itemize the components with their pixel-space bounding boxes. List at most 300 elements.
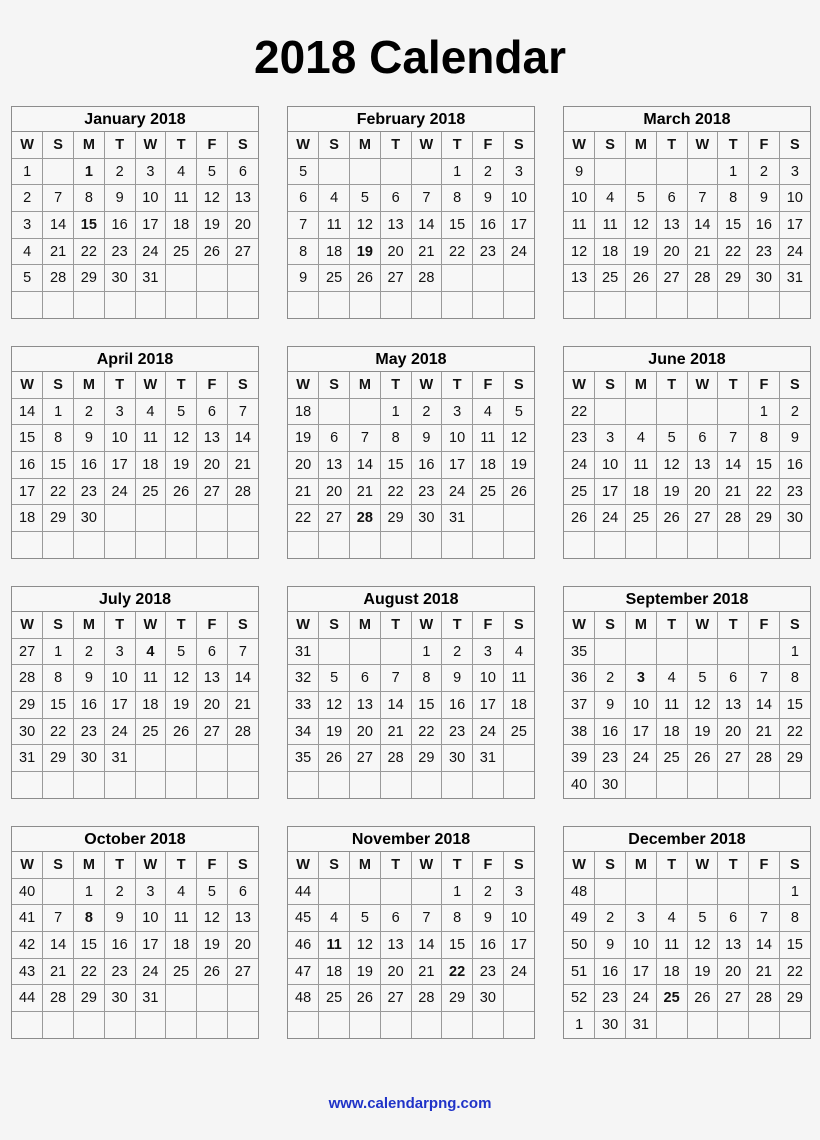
- day-cell[interactable]: 1: [779, 878, 810, 905]
- day-cell[interactable]: 15: [779, 692, 810, 719]
- day-cell[interactable]: 2: [473, 158, 504, 185]
- day-cell[interactable]: 3: [626, 665, 657, 692]
- day-cell[interactable]: 20: [319, 478, 350, 505]
- day-cell[interactable]: 15: [718, 212, 749, 239]
- day-cell[interactable]: 7: [227, 638, 258, 665]
- day-cell[interactable]: 15: [442, 932, 473, 959]
- day-cell[interactable]: 22: [43, 718, 74, 745]
- day-cell[interactable]: 28: [687, 265, 718, 292]
- day-cell[interactable]: 7: [227, 398, 258, 425]
- day-cell[interactable]: 16: [473, 212, 504, 239]
- day-cell[interactable]: 12: [687, 932, 718, 959]
- day-cell[interactable]: 10: [503, 905, 534, 932]
- day-cell[interactable]: 16: [104, 932, 135, 959]
- day-cell[interactable]: 7: [749, 665, 780, 692]
- day-cell[interactable]: 13: [197, 425, 228, 452]
- day-cell[interactable]: 31: [135, 985, 166, 1012]
- day-cell[interactable]: 7: [687, 185, 718, 212]
- day-cell[interactable]: 19: [687, 718, 718, 745]
- day-cell[interactable]: 20: [718, 718, 749, 745]
- day-cell[interactable]: 6: [380, 905, 411, 932]
- day-cell[interactable]: 12: [197, 185, 228, 212]
- day-cell[interactable]: 14: [227, 665, 258, 692]
- day-cell[interactable]: 29: [411, 745, 442, 772]
- day-cell[interactable]: 26: [687, 745, 718, 772]
- day-cell[interactable]: 22: [749, 478, 780, 505]
- day-cell[interactable]: 7: [749, 905, 780, 932]
- day-cell[interactable]: 30: [104, 985, 135, 1012]
- day-cell[interactable]: 18: [656, 958, 687, 985]
- day-cell[interactable]: 2: [473, 878, 504, 905]
- day-cell[interactable]: 29: [74, 265, 105, 292]
- day-cell[interactable]: 7: [350, 425, 381, 452]
- day-cell[interactable]: 1: [43, 398, 74, 425]
- day-cell[interactable]: 9: [442, 665, 473, 692]
- day-cell[interactable]: 17: [503, 212, 534, 239]
- day-cell[interactable]: 28: [411, 265, 442, 292]
- day-cell[interactable]: 6: [687, 425, 718, 452]
- day-cell[interactable]: 8: [779, 665, 810, 692]
- day-cell[interactable]: 14: [43, 212, 74, 239]
- day-cell[interactable]: 14: [718, 452, 749, 479]
- day-cell[interactable]: 27: [227, 238, 258, 265]
- day-cell[interactable]: 15: [779, 932, 810, 959]
- day-cell[interactable]: 22: [43, 478, 74, 505]
- day-cell[interactable]: 18: [135, 692, 166, 719]
- day-cell[interactable]: 26: [166, 718, 197, 745]
- day-cell[interactable]: 25: [319, 265, 350, 292]
- day-cell[interactable]: 19: [166, 452, 197, 479]
- day-cell[interactable]: 24: [595, 505, 626, 532]
- day-cell[interactable]: 13: [350, 692, 381, 719]
- day-cell[interactable]: 20: [227, 932, 258, 959]
- day-cell[interactable]: 13: [319, 452, 350, 479]
- day-cell[interactable]: 22: [442, 238, 473, 265]
- day-cell[interactable]: 15: [380, 452, 411, 479]
- day-cell[interactable]: 10: [779, 185, 810, 212]
- day-cell[interactable]: 1: [442, 158, 473, 185]
- day-cell[interactable]: 9: [104, 905, 135, 932]
- day-cell[interactable]: 16: [595, 718, 626, 745]
- day-cell[interactable]: 8: [43, 665, 74, 692]
- day-cell[interactable]: 29: [749, 505, 780, 532]
- day-cell[interactable]: 17: [104, 452, 135, 479]
- day-cell[interactable]: 9: [473, 185, 504, 212]
- day-cell[interactable]: 23: [104, 958, 135, 985]
- day-cell[interactable]: 25: [595, 265, 626, 292]
- day-cell[interactable]: 14: [687, 212, 718, 239]
- day-cell[interactable]: 3: [442, 398, 473, 425]
- day-cell[interactable]: 15: [411, 692, 442, 719]
- day-cell[interactable]: 30: [779, 505, 810, 532]
- day-cell[interactable]: 6: [718, 905, 749, 932]
- day-cell[interactable]: 26: [626, 265, 657, 292]
- day-cell[interactable]: 27: [380, 265, 411, 292]
- day-cell[interactable]: 26: [350, 265, 381, 292]
- day-cell[interactable]: 20: [380, 238, 411, 265]
- day-cell[interactable]: 9: [779, 425, 810, 452]
- day-cell[interactable]: 29: [779, 745, 810, 772]
- day-cell[interactable]: 5: [503, 398, 534, 425]
- day-cell[interactable]: 24: [626, 985, 657, 1012]
- day-cell[interactable]: 20: [350, 718, 381, 745]
- day-cell[interactable]: 22: [718, 238, 749, 265]
- day-cell[interactable]: 2: [595, 905, 626, 932]
- day-cell[interactable]: 4: [135, 398, 166, 425]
- day-cell[interactable]: 16: [749, 212, 780, 239]
- day-cell[interactable]: 30: [595, 1012, 626, 1038]
- day-cell[interactable]: 17: [626, 718, 657, 745]
- day-cell[interactable]: 5: [687, 665, 718, 692]
- day-cell[interactable]: 26: [319, 745, 350, 772]
- day-cell[interactable]: 31: [135, 265, 166, 292]
- day-cell[interactable]: 27: [197, 718, 228, 745]
- day-cell[interactable]: 16: [442, 692, 473, 719]
- day-cell[interactable]: 19: [197, 932, 228, 959]
- day-cell[interactable]: 29: [380, 505, 411, 532]
- day-cell[interactable]: 15: [43, 692, 74, 719]
- day-cell[interactable]: 3: [135, 158, 166, 185]
- day-cell[interactable]: 8: [442, 185, 473, 212]
- day-cell[interactable]: 10: [104, 425, 135, 452]
- day-cell[interactable]: 11: [135, 425, 166, 452]
- day-cell[interactable]: 11: [319, 932, 350, 959]
- day-cell[interactable]: 4: [473, 398, 504, 425]
- day-cell[interactable]: 27: [380, 985, 411, 1012]
- day-cell[interactable]: 15: [749, 452, 780, 479]
- day-cell[interactable]: 15: [442, 212, 473, 239]
- day-cell[interactable]: 30: [442, 745, 473, 772]
- day-cell[interactable]: 14: [350, 452, 381, 479]
- day-cell[interactable]: 17: [503, 932, 534, 959]
- day-cell[interactable]: 29: [718, 265, 749, 292]
- day-cell[interactable]: 5: [197, 878, 228, 905]
- day-cell[interactable]: 19: [626, 238, 657, 265]
- day-cell[interactable]: 7: [411, 905, 442, 932]
- day-cell[interactable]: 26: [197, 958, 228, 985]
- day-cell[interactable]: 10: [473, 665, 504, 692]
- day-cell[interactable]: 2: [74, 398, 105, 425]
- day-cell[interactable]: 1: [718, 158, 749, 185]
- day-cell[interactable]: 26: [503, 478, 534, 505]
- day-cell[interactable]: 11: [473, 425, 504, 452]
- day-cell[interactable]: 3: [595, 425, 626, 452]
- day-cell[interactable]: 6: [227, 878, 258, 905]
- day-cell[interactable]: 16: [595, 958, 626, 985]
- day-cell[interactable]: 15: [74, 932, 105, 959]
- day-cell[interactable]: 20: [197, 452, 228, 479]
- day-cell[interactable]: 30: [473, 985, 504, 1012]
- day-cell[interactable]: 22: [74, 238, 105, 265]
- day-cell[interactable]: 26: [166, 478, 197, 505]
- day-cell[interactable]: 28: [718, 505, 749, 532]
- day-cell[interactable]: 23: [473, 958, 504, 985]
- day-cell[interactable]: 9: [411, 425, 442, 452]
- day-cell[interactable]: 30: [104, 265, 135, 292]
- day-cell[interactable]: 25: [656, 985, 687, 1012]
- day-cell[interactable]: 14: [227, 425, 258, 452]
- day-cell[interactable]: 20: [656, 238, 687, 265]
- day-cell[interactable]: 28: [43, 265, 74, 292]
- day-cell[interactable]: 3: [135, 878, 166, 905]
- day-cell[interactable]: 24: [104, 718, 135, 745]
- day-cell[interactable]: 4: [656, 905, 687, 932]
- day-cell[interactable]: 18: [656, 718, 687, 745]
- day-cell[interactable]: 9: [595, 692, 626, 719]
- day-cell[interactable]: 8: [74, 905, 105, 932]
- day-cell[interactable]: 18: [319, 958, 350, 985]
- day-cell[interactable]: 1: [74, 878, 105, 905]
- day-cell[interactable]: 16: [473, 932, 504, 959]
- day-cell[interactable]: 10: [135, 185, 166, 212]
- day-cell[interactable]: 21: [718, 478, 749, 505]
- day-cell[interactable]: 14: [411, 932, 442, 959]
- day-cell[interactable]: 17: [135, 212, 166, 239]
- day-cell[interactable]: 26: [197, 238, 228, 265]
- day-cell[interactable]: 25: [135, 478, 166, 505]
- day-cell[interactable]: 23: [473, 238, 504, 265]
- day-cell[interactable]: 6: [718, 665, 749, 692]
- day-cell[interactable]: 18: [595, 238, 626, 265]
- day-cell[interactable]: 7: [411, 185, 442, 212]
- day-cell[interactable]: 15: [43, 452, 74, 479]
- day-cell[interactable]: 24: [135, 958, 166, 985]
- day-cell[interactable]: 25: [503, 718, 534, 745]
- day-cell[interactable]: 16: [74, 692, 105, 719]
- day-cell[interactable]: 3: [503, 158, 534, 185]
- day-cell[interactable]: 19: [319, 718, 350, 745]
- day-cell[interactable]: 10: [442, 425, 473, 452]
- day-cell[interactable]: 28: [43, 985, 74, 1012]
- day-cell[interactable]: 2: [442, 638, 473, 665]
- day-cell[interactable]: 24: [626, 745, 657, 772]
- day-cell[interactable]: 8: [779, 905, 810, 932]
- day-cell[interactable]: 11: [656, 932, 687, 959]
- day-cell[interactable]: 30: [74, 505, 105, 532]
- day-cell[interactable]: 22: [411, 718, 442, 745]
- day-cell[interactable]: 30: [411, 505, 442, 532]
- day-cell[interactable]: 6: [197, 398, 228, 425]
- day-cell[interactable]: 24: [135, 238, 166, 265]
- day-cell[interactable]: 26: [656, 505, 687, 532]
- day-cell[interactable]: 8: [380, 425, 411, 452]
- day-cell[interactable]: 13: [718, 692, 749, 719]
- day-cell[interactable]: 3: [473, 638, 504, 665]
- day-cell[interactable]: 17: [626, 958, 657, 985]
- day-cell[interactable]: 20: [718, 958, 749, 985]
- day-cell[interactable]: 11: [595, 212, 626, 239]
- day-cell[interactable]: 27: [718, 745, 749, 772]
- day-cell[interactable]: 1: [411, 638, 442, 665]
- day-cell[interactable]: 30: [749, 265, 780, 292]
- day-cell[interactable]: 19: [350, 958, 381, 985]
- day-cell[interactable]: 9: [749, 185, 780, 212]
- day-cell[interactable]: 8: [411, 665, 442, 692]
- day-cell[interactable]: 31: [442, 505, 473, 532]
- day-cell[interactable]: 9: [595, 932, 626, 959]
- day-cell[interactable]: 10: [626, 692, 657, 719]
- day-cell[interactable]: 25: [626, 505, 657, 532]
- day-cell[interactable]: 27: [687, 505, 718, 532]
- day-cell[interactable]: 25: [135, 718, 166, 745]
- day-cell[interactable]: 29: [43, 505, 74, 532]
- footer-link[interactable]: www.calendarpng.com: [328, 1095, 492, 1112]
- day-cell[interactable]: 10: [104, 665, 135, 692]
- day-cell[interactable]: 8: [442, 905, 473, 932]
- day-cell[interactable]: 5: [197, 158, 228, 185]
- day-cell[interactable]: 1: [43, 638, 74, 665]
- day-cell[interactable]: 11: [166, 185, 197, 212]
- day-cell[interactable]: 14: [380, 692, 411, 719]
- day-cell[interactable]: 1: [749, 398, 780, 425]
- day-cell[interactable]: 20: [227, 212, 258, 239]
- day-cell[interactable]: 7: [43, 185, 74, 212]
- day-cell[interactable]: 27: [319, 505, 350, 532]
- day-cell[interactable]: 5: [687, 905, 718, 932]
- day-cell[interactable]: 5: [350, 905, 381, 932]
- day-cell[interactable]: 4: [503, 638, 534, 665]
- day-cell[interactable]: 1: [74, 158, 105, 185]
- day-cell[interactable]: 25: [166, 958, 197, 985]
- day-cell[interactable]: 12: [166, 425, 197, 452]
- day-cell[interactable]: 20: [197, 692, 228, 719]
- day-cell[interactable]: 13: [227, 905, 258, 932]
- day-cell[interactable]: 3: [626, 905, 657, 932]
- day-cell[interactable]: 8: [74, 185, 105, 212]
- day-cell[interactable]: 29: [43, 745, 74, 772]
- day-cell[interactable]: 12: [656, 452, 687, 479]
- day-cell[interactable]: 5: [350, 185, 381, 212]
- day-cell[interactable]: 23: [442, 718, 473, 745]
- day-cell[interactable]: 10: [595, 452, 626, 479]
- day-cell[interactable]: 25: [319, 985, 350, 1012]
- day-cell[interactable]: 13: [197, 665, 228, 692]
- day-cell[interactable]: 8: [43, 425, 74, 452]
- day-cell[interactable]: 10: [503, 185, 534, 212]
- day-cell[interactable]: 11: [319, 212, 350, 239]
- day-cell[interactable]: 2: [595, 665, 626, 692]
- day-cell[interactable]: 17: [595, 478, 626, 505]
- day-cell[interactable]: 12: [687, 692, 718, 719]
- day-cell[interactable]: 12: [350, 932, 381, 959]
- day-cell[interactable]: 22: [380, 478, 411, 505]
- day-cell[interactable]: 28: [380, 745, 411, 772]
- day-cell[interactable]: 14: [749, 932, 780, 959]
- day-cell[interactable]: 4: [595, 185, 626, 212]
- day-cell[interactable]: 16: [411, 452, 442, 479]
- day-cell[interactable]: 11: [135, 665, 166, 692]
- day-cell[interactable]: 18: [473, 452, 504, 479]
- day-cell[interactable]: 23: [411, 478, 442, 505]
- day-cell[interactable]: 17: [779, 212, 810, 239]
- day-cell[interactable]: 18: [135, 452, 166, 479]
- day-cell[interactable]: 23: [74, 478, 105, 505]
- day-cell[interactable]: 1: [380, 398, 411, 425]
- day-cell[interactable]: 8: [718, 185, 749, 212]
- day-cell[interactable]: 11: [626, 452, 657, 479]
- day-cell[interactable]: 9: [74, 425, 105, 452]
- day-cell[interactable]: 5: [319, 665, 350, 692]
- day-cell[interactable]: 25: [656, 745, 687, 772]
- day-cell[interactable]: 24: [779, 238, 810, 265]
- day-cell[interactable]: 11: [503, 665, 534, 692]
- day-cell[interactable]: 21: [749, 718, 780, 745]
- day-cell[interactable]: 9: [473, 905, 504, 932]
- day-cell[interactable]: 21: [43, 958, 74, 985]
- day-cell[interactable]: 12: [319, 692, 350, 719]
- day-cell[interactable]: 23: [595, 985, 626, 1012]
- day-cell[interactable]: 24: [503, 958, 534, 985]
- day-cell[interactable]: 2: [749, 158, 780, 185]
- day-cell[interactable]: 13: [656, 212, 687, 239]
- day-cell[interactable]: 12: [166, 665, 197, 692]
- day-cell[interactable]: 21: [749, 958, 780, 985]
- day-cell[interactable]: 4: [166, 878, 197, 905]
- day-cell[interactable]: 24: [473, 718, 504, 745]
- day-cell[interactable]: 29: [74, 985, 105, 1012]
- day-cell[interactable]: 26: [350, 985, 381, 1012]
- day-cell[interactable]: 14: [411, 212, 442, 239]
- day-cell[interactable]: 30: [74, 745, 105, 772]
- day-cell[interactable]: 18: [626, 478, 657, 505]
- day-cell[interactable]: 20: [380, 958, 411, 985]
- day-cell[interactable]: 3: [503, 878, 534, 905]
- day-cell[interactable]: 27: [718, 985, 749, 1012]
- day-cell[interactable]: 27: [656, 265, 687, 292]
- day-cell[interactable]: 18: [166, 932, 197, 959]
- day-cell[interactable]: 24: [104, 478, 135, 505]
- day-cell[interactable]: 23: [595, 745, 626, 772]
- day-cell[interactable]: 13: [687, 452, 718, 479]
- day-cell[interactable]: 8: [749, 425, 780, 452]
- day-cell[interactable]: 13: [718, 932, 749, 959]
- day-cell[interactable]: 25: [473, 478, 504, 505]
- day-cell[interactable]: 14: [749, 692, 780, 719]
- day-cell[interactable]: 27: [197, 478, 228, 505]
- day-cell[interactable]: 6: [319, 425, 350, 452]
- day-cell[interactable]: 3: [104, 638, 135, 665]
- day-cell[interactable]: 18: [319, 238, 350, 265]
- day-cell[interactable]: 21: [687, 238, 718, 265]
- day-cell[interactable]: 4: [626, 425, 657, 452]
- day-cell[interactable]: 1: [442, 878, 473, 905]
- day-cell[interactable]: 11: [166, 905, 197, 932]
- day-cell[interactable]: 4: [166, 158, 197, 185]
- day-cell[interactable]: 18: [503, 692, 534, 719]
- day-cell[interactable]: 20: [687, 478, 718, 505]
- day-cell[interactable]: 2: [104, 158, 135, 185]
- day-cell[interactable]: 5: [656, 425, 687, 452]
- day-cell[interactable]: 21: [227, 452, 258, 479]
- day-cell[interactable]: 25: [166, 238, 197, 265]
- day-cell[interactable]: 5: [166, 638, 197, 665]
- day-cell[interactable]: 6: [380, 185, 411, 212]
- day-cell[interactable]: 19: [503, 452, 534, 479]
- day-cell[interactable]: 7: [380, 665, 411, 692]
- day-cell[interactable]: 1: [779, 638, 810, 665]
- day-cell[interactable]: 2: [411, 398, 442, 425]
- day-cell[interactable]: 2: [779, 398, 810, 425]
- day-cell[interactable]: 28: [350, 505, 381, 532]
- day-cell[interactable]: 15: [74, 212, 105, 239]
- day-cell[interactable]: 19: [656, 478, 687, 505]
- day-cell[interactable]: 19: [197, 212, 228, 239]
- day-cell[interactable]: 29: [779, 985, 810, 1012]
- day-cell[interactable]: 4: [319, 905, 350, 932]
- day-cell[interactable]: 23: [104, 238, 135, 265]
- day-cell[interactable]: 27: [227, 958, 258, 985]
- day-cell[interactable]: 5: [626, 185, 657, 212]
